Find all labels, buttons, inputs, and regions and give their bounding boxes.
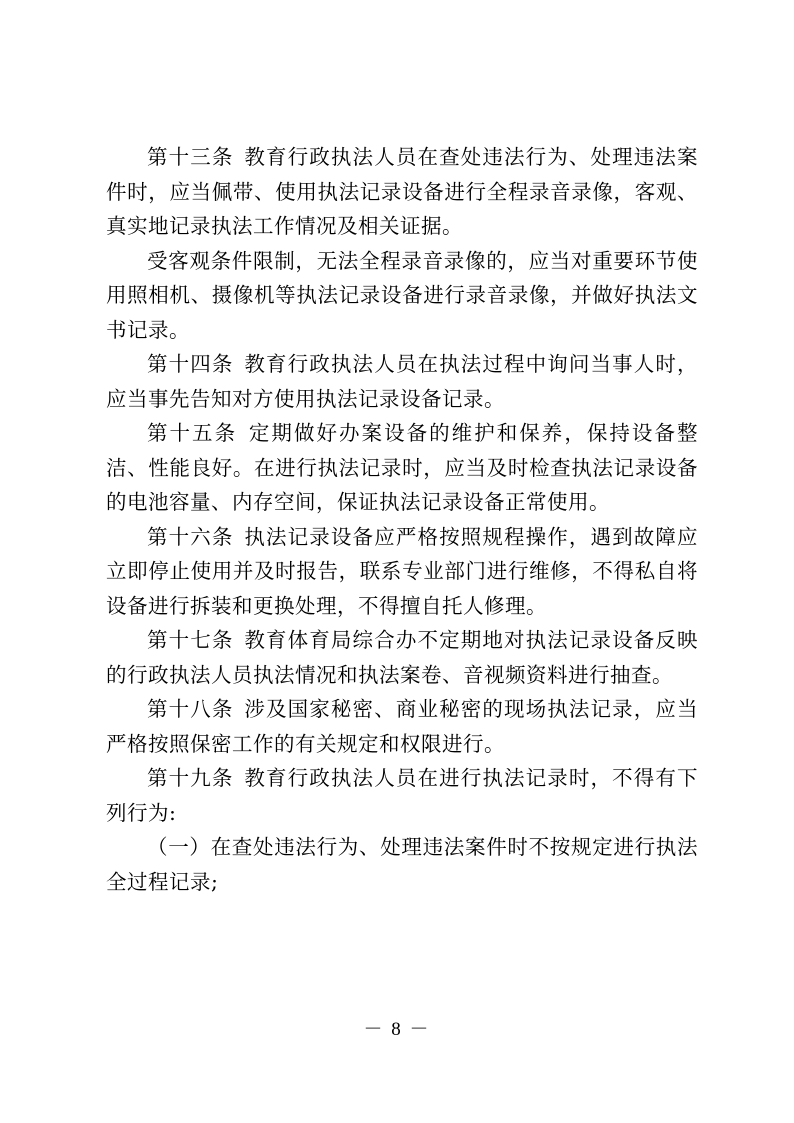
- article-15-text: 定期做好办案设备的维护和保养，保持设备整洁、性能良好。在进行执法记录时，应当及时检查执法记录设备的电池容量、内存空间，保证执法记录设备正常使用。: [106, 421, 698, 514]
- article-18-text: 涉及国家秘密、商业秘密的现场执法记录，应当严格按照保密工作的有关规定和权限进行。: [106, 697, 699, 756]
- article-17-paragraph: [106, 623, 698, 692]
- article-19-paragraph: [106, 761, 698, 830]
- article-19-heading: 第十九条: [147, 766, 234, 790]
- article-13-text: 教育行政执法人员在查处违法行为、处理违法案件时，应当佩带、使用执法记录设备进行全程录音录像，客观、真实地记录执法工作情况及相关证据。: [106, 145, 699, 238]
- article-16-paragraph: [106, 520, 698, 624]
- article-17-text: 教育体育局综合办不定期地对执法记录设备反映的行政执法人员执法情况和执法案卷、音视频资料进行抽查。: [106, 628, 699, 687]
- article-13-paragraph: [106, 140, 698, 244]
- article-19-item-1-text: （一）在查处违法行为、处理违法案件时不按规定进行执法全过程记录;: [106, 835, 698, 894]
- article-13-supplement-paragraph: [106, 244, 698, 348]
- article-18-paragraph: [106, 692, 698, 761]
- document-body: [106, 140, 698, 899]
- page-number: － 8 －: [363, 1019, 431, 1040]
- article-19-item-1-paragraph: [106, 830, 698, 899]
- article-18-heading: 第十八条: [147, 697, 234, 721]
- article-14-heading: 第十四条: [147, 352, 234, 376]
- article-16-text: 执法记录设备应严格按照规程操作，遇到故障应立即停止使用并及时报告，联系专业部门进行维修，不得私自将设备进行拆装和更换处理，不得擅自托人修理。: [106, 524, 699, 618]
- article-14-text: 教育行政执法人员在执法过程中询问当事人时，应当事先告知对方使用执法记录设备记录。: [106, 352, 699, 411]
- article-13-heading: 第十三条: [147, 145, 234, 169]
- article-15-paragraph: [106, 416, 698, 520]
- article-14-paragraph: [106, 347, 698, 416]
- article-13-supplement-text: 受客观条件限制，无法全程录音录像的，应当对重要环节使用照相机、摄像机等执法记录设备进行录音录像，并做好执法文书记录。: [106, 248, 698, 342]
- article-15-heading: 第十五条: [147, 421, 238, 445]
- article-17-heading: 第十七条: [147, 628, 234, 652]
- article-19-text: 教育行政执法人员在进行执法记录时，不得有下列行为:: [106, 766, 699, 825]
- article-16-heading: 第十六条: [147, 524, 234, 549]
